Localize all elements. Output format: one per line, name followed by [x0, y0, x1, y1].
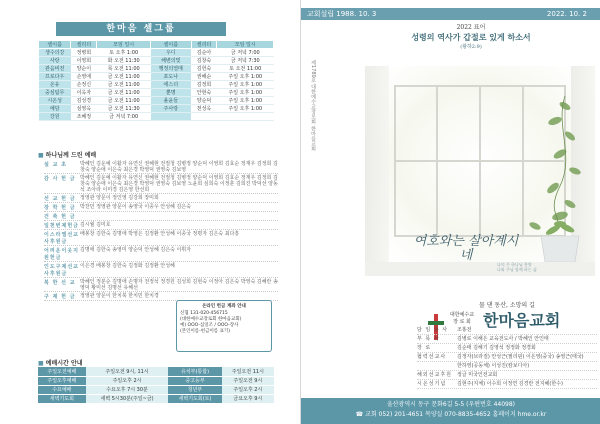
footer-address: 울산광역시 동구 문화6길 5-5 (우편번호 44098) — [386, 401, 516, 408]
cell-value: 화 오전 11:30 — [97, 57, 151, 65]
cell-value: 사랑 — [39, 57, 71, 65]
offering-row — [44, 212, 278, 221]
motto-year: 2022 표어 — [456, 24, 486, 31]
cell-header: 셀리더 — [191, 41, 217, 49]
offering-label: 구 제 헌 금 — [44, 294, 76, 300]
service-time: 새벽 5시30분(주일~금) — [86, 394, 169, 403]
top-bar — [301, 8, 600, 20]
cell-value: 손영애 — [71, 73, 97, 81]
offering-row — [44, 221, 278, 230]
offering-names: 박혜인 김운예 이활자 유연신 권혜현 전절청 김병정 양순덕 이영희 김효순 정재우 김정희 김창숙 양순애 이은숙 최은경 박영덕 권영숙 김보영 — [80, 161, 278, 173]
staff-row — [417, 335, 597, 344]
cell-row — [39, 113, 274, 121]
offering-label: 어려운이웃지원헌금 — [44, 248, 79, 261]
worship-times-table — [38, 367, 274, 404]
offering-label: 이스라엘선교사후원금 — [44, 232, 79, 245]
offering-label: 장 학 헌 금 — [44, 205, 76, 211]
church-motto: 물 댄 동산, 소망의 길 — [479, 302, 535, 309]
cell-value: 손정신 — [71, 81, 97, 89]
cell-value: 주사랑 — [151, 105, 191, 113]
cell-value: 토 오후 1:00 — [97, 49, 151, 57]
cell-header: 셀이름 — [39, 41, 71, 49]
online-offering-line: 신협 131-020-456715 — [180, 311, 228, 316]
denomination: 대한예수교 장 로 회 — [449, 312, 475, 325]
service-time: 금요오후 9시 — [222, 394, 274, 403]
offering-names: 박혜인 정분순 김명애 손명자 전정석 정경원 김성희 김현숙 이정아 김은숙 박영숙 김혜란 송영덕 황미선 김명선 유혜선 — [80, 279, 278, 291]
right-page — [300, 0, 600, 424]
staff-row — [417, 380, 597, 389]
cell-value: 해변의빛 — [151, 57, 191, 65]
cell-row — [39, 81, 274, 89]
cell-value: 금 오전 11:00 — [97, 73, 151, 81]
cell-value: 정병희 — [71, 49, 97, 57]
offering-row — [44, 174, 278, 194]
cell-row — [39, 89, 274, 97]
staff-names: 김병로 이해은 교육전도사 / 박혜인 안인태 — [457, 336, 549, 342]
service-name: 새벽기도회(토) — [168, 394, 221, 403]
service-name: 수요예배 — [38, 385, 86, 394]
cell-value: 천성옥 — [191, 105, 217, 113]
cell-value: 양순덕 — [191, 97, 217, 105]
bulletin-date: 2022. 10. 2 — [546, 10, 587, 18]
cell-value: 금 오전 11:30 — [97, 105, 151, 113]
staff-list — [417, 326, 597, 389]
service-time: 주일오후 2시 — [222, 385, 274, 394]
cell-value: 권해순 — [191, 73, 217, 81]
service-name: 주일오전예배 — [38, 367, 86, 376]
cell-value — [191, 113, 217, 121]
offering-row — [44, 262, 278, 278]
staff-row — [417, 326, 597, 335]
cell-value: 금 오전 11:00 — [97, 81, 151, 89]
motto-text: 성령의 역사가 갑절로 있게 하소서 — [411, 32, 531, 42]
offering-label: 인도구제선교사후원금 — [44, 264, 79, 277]
cell-header: 셀이름 — [151, 41, 191, 49]
service-name: 주일오후예배 — [38, 376, 86, 385]
cell-header: 모임 일시 — [97, 41, 151, 49]
service-name: 청년부 — [168, 385, 221, 394]
offering-label: 건 축 헌 금 — [44, 214, 76, 220]
cell-group-title: 한마음 셀그룹 — [56, 22, 226, 36]
staff-role: 부 목 사 — [417, 336, 440, 342]
cell-value: 금 오전 11:00 — [97, 97, 151, 105]
offering-list — [44, 160, 278, 301]
cell-value: 중심팀무 — [39, 89, 71, 97]
cell-row — [39, 57, 274, 65]
offering-names: 정영관 양문이 한치북 한치민 한치경 — [80, 293, 159, 299]
offering-row — [44, 278, 278, 292]
cell-row — [39, 49, 274, 57]
staff-role: 해외선교후원 — [417, 372, 452, 378]
cell-value: 김창숙 — [191, 57, 217, 65]
staff-names: 한하영(공동체) 이성진(캄보디아) — [457, 363, 530, 369]
staff-names: 김현주(지체) 이수희 이정연 김경란 전지혜(한수) — [457, 381, 563, 387]
service-time: 주일오전 11시 — [222, 367, 274, 376]
staff-row — [417, 362, 597, 371]
calligraphy-subtext: 나의 주 하나님 찬양 나와 주님 함께 하는 삶 — [497, 262, 537, 272]
offering-label: 일천번제헌금 — [44, 223, 79, 229]
cell-value: 에스더 — [151, 81, 191, 89]
cell-row — [39, 105, 274, 113]
church-name: 한마음교회 — [483, 311, 561, 330]
order-title: ■ 하나님께 드린 예배 — [38, 150, 96, 159]
service-name: 새벽기도회 — [38, 394, 86, 403]
cell-group-table — [38, 40, 274, 121]
offering-label: 감 사 헌 금 — [44, 176, 76, 182]
online-offering-line: (본인이름-헌금이름 표기) — [180, 329, 231, 334]
cell-value: 온유 — [39, 81, 71, 89]
cell-value: 금 오전 11:00 — [97, 89, 151, 97]
cell-value: 김정희 — [191, 81, 217, 89]
cell-value: 시온성 — [39, 97, 71, 105]
cell-value — [217, 113, 274, 121]
cell-value: 관음비전 — [39, 65, 71, 73]
service-time: 주일오후 2시 — [86, 376, 169, 385]
offering-names: 김시월 김미호 — [80, 222, 111, 228]
staff-names: 김순태 김해기 김영석 정정화 정경회 — [457, 345, 536, 351]
online-offering-line: 예) OOO-십일조 / OOO-장사 — [180, 323, 239, 328]
cell-value: 김순아 — [191, 49, 217, 57]
cell-value: 김성경 — [71, 97, 97, 105]
offering-names: 정영관 양문이 정인영 김강희 장미희 — [80, 195, 159, 201]
cell-row — [39, 65, 274, 73]
offering-names: 박찬민 정영관 양문이 송영국 이종우 안성혜 김은숙 — [80, 204, 191, 210]
service-time: 주일오전 9시 — [222, 376, 274, 385]
cell-row — [39, 97, 274, 105]
offering-names: 이은경 배봉창 김한숙 김정화 김정환 안성혜 — [80, 263, 175, 269]
offering-names: 김명애 김한숙 송영미 양순덕 안성혜 김은숙 이휘자 — [80, 247, 191, 253]
footer-contact: ☎ 교회 052) 201-4651 목양실 070-8835-4652 홈페이지 hme.or.kr — [355, 411, 547, 418]
service-time: 주일오전 9시, 11시 — [86, 367, 169, 376]
cell-value — [151, 113, 191, 121]
cell-value: 올윤들 — [151, 97, 191, 105]
cell-value: 강원 — [39, 113, 71, 121]
cell-value: 김헌숙 — [191, 65, 217, 73]
cell-value: 우디 — [151, 49, 191, 57]
cell-value: 양순이 — [71, 65, 97, 73]
offering-row — [44, 246, 278, 262]
offering-names — [80, 212, 278, 213]
cell-header: 셀리더 — [71, 41, 97, 49]
cell-value: 금 저녁 7:00 — [217, 49, 274, 57]
staff-names: 조홍전 — [457, 327, 472, 333]
staff-names: 김정자(브라질) 안성근(필리핀) 이은영(중국) 송영근(태국) — [457, 354, 584, 360]
cell-row — [39, 73, 274, 81]
offering-names: 박혜인 김운예 이활자 유연신 권혜현 전절청 김병정 양순덕 이영희 김효순 정재우 김정희 김창숙 양순애 이은숙 최은경 박영덕 권영숙 김보영 노윤희 심희숙 이정훈 김희진 박덕선 양동석 조아라 이미경 김은영 한선희 — [80, 175, 278, 193]
motto-reference: (왕하2:9) — [460, 44, 482, 50]
offering-row — [44, 203, 278, 212]
cell-value: 뿐명 — [151, 89, 191, 97]
staff-role: 시온성기념 — [417, 381, 447, 387]
cell-value: 이옥자 — [71, 89, 97, 97]
cell-value: 주일 오후 1:00 — [217, 73, 274, 81]
cell-value: 생수의강 — [39, 49, 71, 57]
staff-row — [417, 371, 597, 380]
online-offering-line: (대한예수교장로회 한마음교회) — [180, 317, 242, 322]
online-offering-box — [176, 300, 272, 352]
offering-row — [44, 194, 278, 203]
footer — [301, 398, 600, 424]
staff-role — [417, 362, 457, 370]
cell-value: 주일 오후 1:00 — [217, 89, 274, 97]
cell-value: 주일 오후 1:00 — [217, 97, 274, 105]
cell-value: 주일 오후 1:00 — [217, 81, 274, 89]
cell-value: 행정의열매 — [151, 65, 191, 73]
offering-row — [44, 160, 278, 174]
offering-names: 배봉창 김한숙 김명애 박영은 김정환 안성혜 이종국 정평자 김은숙 최다흥 — [80, 231, 240, 237]
offering-label: 북 한 선 교 — [44, 280, 76, 286]
worship-time-row — [38, 376, 274, 385]
worship-time-row — [38, 394, 274, 403]
cell-value: 목 오전 11:00 — [97, 65, 151, 73]
offering-row — [44, 230, 278, 246]
cell-value: 프로다우 — [39, 73, 71, 81]
staff-names: 정글 미국인전교회 — [457, 372, 498, 378]
service-time: 수요오후 7시 30분 — [86, 385, 169, 394]
cell-value: 금 저녁 7:30 — [217, 57, 274, 65]
times-title: ■ 예배시간 안내 — [38, 358, 83, 367]
cell-value: 조혜정 — [71, 113, 97, 121]
staff-row — [417, 344, 597, 353]
staff-role: 담 임 목 사 — [417, 327, 449, 333]
motto-heading — [371, 22, 571, 50]
cell-value: 토 오전 11:00 — [217, 65, 274, 73]
cell-value: 주일 오후 1:00 — [217, 105, 274, 113]
cell-value: 안현숙 — [191, 89, 217, 97]
calligraphy-text: 여호와는 살아계시네 — [413, 234, 519, 263]
offering-label: 설 교 초 — [44, 162, 67, 168]
vertical-text: 제1780호 대한예수교장로회 한마음교회 — [310, 60, 316, 151]
cell-header: 모임 일시 — [217, 41, 274, 49]
cell-value: 심영옥 — [71, 105, 97, 113]
cell-value: 예담 — [39, 105, 71, 113]
staff-role: 협력선교사 — [417, 354, 447, 360]
online-offering-title: 온라인 헌금 계좌 안내 — [202, 304, 246, 309]
service-name: 유치부(통합) — [168, 367, 221, 376]
staff-role: 장 로 — [417, 345, 432, 351]
service-name: 중고등부 — [168, 376, 221, 385]
cell-value: 금 저녁 7:00 — [97, 113, 151, 121]
worship-time-row — [38, 367, 274, 376]
offering-label: 선 교 헌 금 — [44, 196, 76, 202]
staff-row — [417, 353, 597, 362]
founding-date: 교회설립 1988. 10. 3 — [307, 10, 377, 18]
cell-value: 포도나 — [151, 73, 191, 81]
worship-time-row — [38, 385, 274, 394]
cell-value: 이영희 — [71, 57, 97, 65]
